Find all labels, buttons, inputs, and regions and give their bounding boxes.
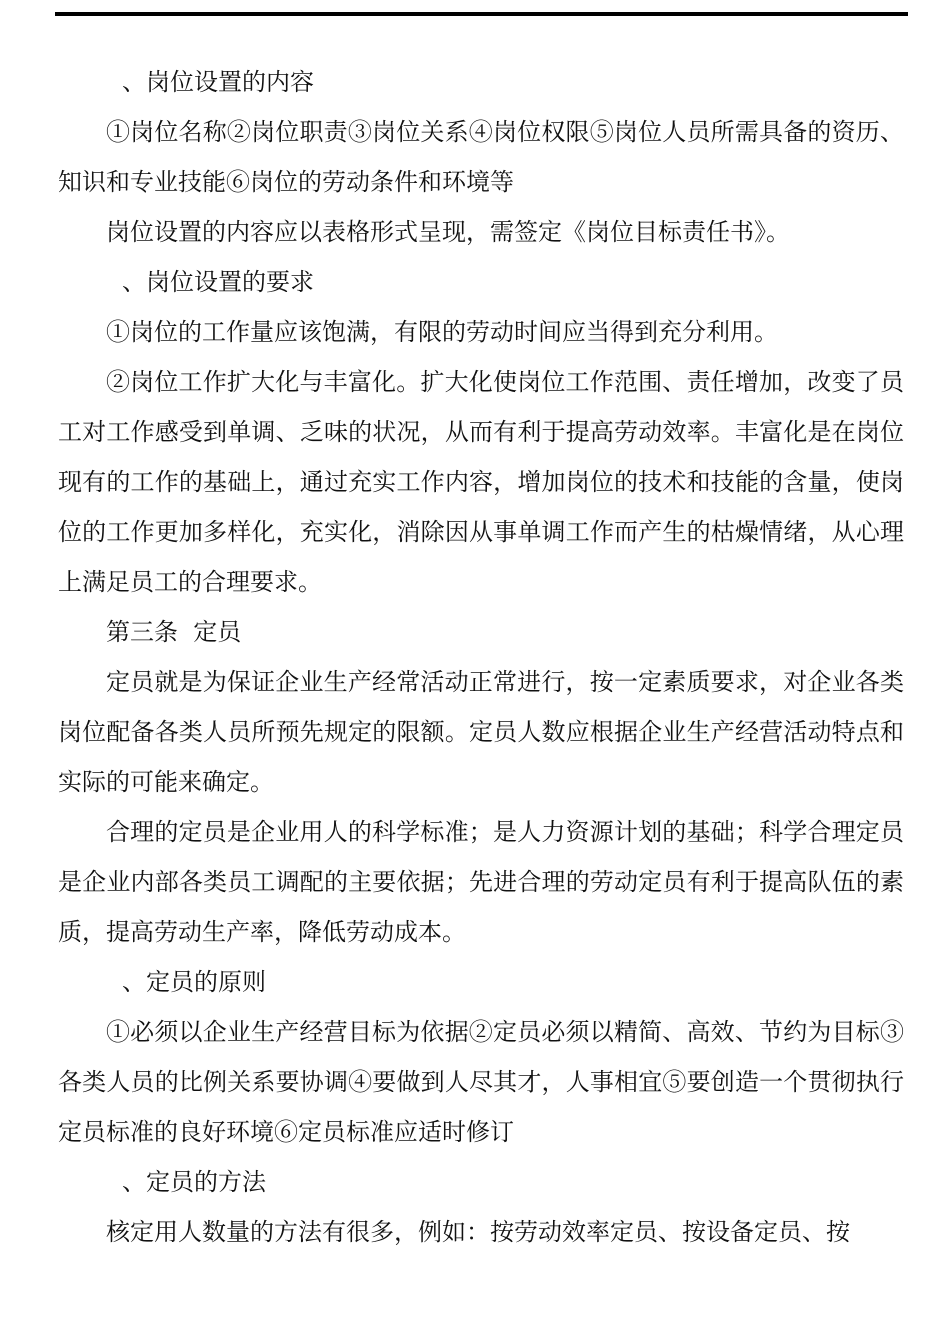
document-body (58, 57, 904, 1257)
paragraph-staffing-definition: 定员就是为保证企业生产经常活动正常进行，按一定素质要求，对企业各类岗位配备各类人员所预先规定的限额。定员人数应根据企业生产经营活动特点和实际的可能来确定。 (58, 668, 904, 796)
paragraph-workload: ①岗位的工作量应该饱满，有限的劳动时间应当得到充分利用。 (106, 318, 778, 346)
paragraph-job-enlargement: ②岗位工作扩大化与丰富化。扩大化使岗位工作范围、责任增加，改变了员工对工作感受到单调、乏味的状况，从而有利于提高劳动效率。丰富化是在岗位现有的工作的基础上，通过充实工作内容，增加岗位的技术和技能的含量，使岗位的工作更加多样化，充实化，消除因从事单调工作而产生的枯燥情绪，从心理上满足员工的合理要求。 (58, 368, 904, 596)
section-heading-staffing-methods: 、定员的方法 (122, 1168, 266, 1196)
paragraph-staffing-significance: 合理的定员是企业用人的科学标准；是人力资源计划的基础；科学合理定员是企业内部各类员工调配的主要依据；先进合理的劳动定员有利于提高队伍的素质，提高劳动生产率，降低劳动成本。 (58, 818, 904, 946)
header-rule (55, 12, 908, 16)
section-heading-position-content: 、岗位设置的内容 (122, 68, 314, 96)
paragraph-staffing-principles: ①必须以企业生产经营目标为依据②定员必须以精简、高效、节约为目标③各类人员的比例关系要协调④要做到人尽其才，人事相宜⑤要创造一个贯彻执行定员标准的良好环境⑥定员标准应适时修订 (58, 1018, 904, 1146)
article-heading-staffing: 第三条 定员 (106, 618, 242, 646)
paragraph-position-content-list: ①岗位名称②岗位职责③岗位关系④岗位权限⑤岗位人员所需具备的资历、知识和专业技能⑥岗位的劳动条件和环境等 (58, 118, 904, 196)
section-heading-position-requirements: 、岗位设置的要求 (122, 268, 314, 296)
section-heading-staffing-principles: 、定员的原则 (122, 968, 266, 996)
paragraph-position-content-form: 岗位设置的内容应以表格形式呈现，需签定《岗位目标责任书》。 (106, 218, 790, 246)
paragraph-staffing-methods: 核定用人数量的方法有很多，例如：按劳动效率定员、按设备定员、按 (106, 1218, 850, 1246)
